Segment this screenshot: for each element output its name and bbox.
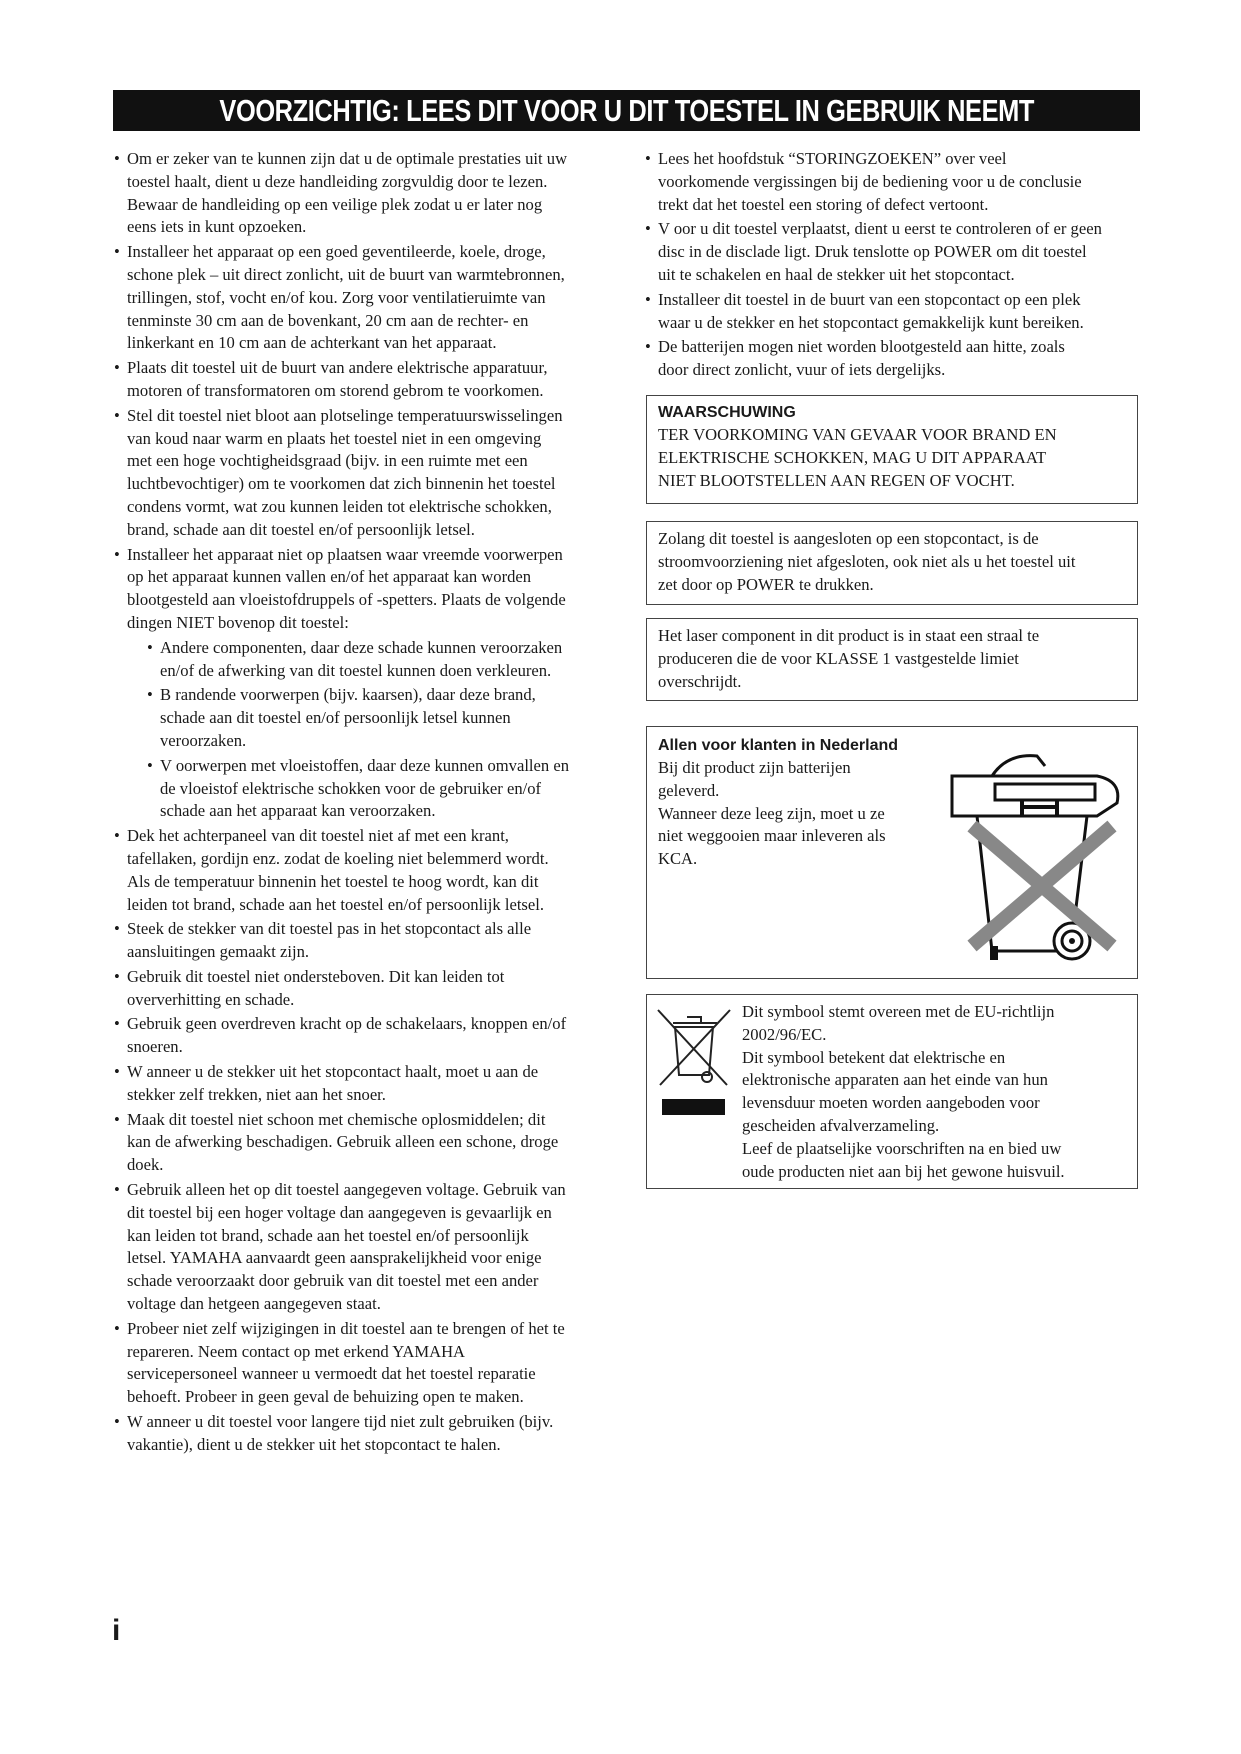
text-line: met een hoge vochtigheidsgraad (bijv. in een ruimte met een [127,451,528,471]
list-item [114,1179,624,1316]
laser-notice-text [658,625,1126,693]
text-line: gescheiden afvalverzameling. [742,1115,940,1135]
text-line: Dek het achterpaneel van dit toestel niet af met een krant, [127,826,509,846]
power-notice-text [658,528,1126,596]
text-line: schade veroorzaakt door gebruik van dit toestel met een ander [127,1271,539,1291]
bullet-icon: • [114,1318,120,1338]
text-line: dingen NIET bovenop dit toestel: [127,612,349,632]
warning-heading: WAARSCHUWING [658,404,796,421]
text-line: Installeer het apparaat op een goed geventileerde, koele, droge, [127,242,546,262]
weee-notice-box [646,994,1138,1189]
text-line: Dit symbool betekent dat elektrische en [742,1047,1006,1067]
text-line: Lees het hoofdstuk “STORINGZOEKEN” over veel [658,149,1007,168]
text-line: trillingen, stof, vocht en/of kou. Zorg voor ventilatieruimte van [127,287,546,307]
bullet-icon: • [114,966,120,986]
bullet-icon: • [147,637,153,657]
text-line: kan leiden tot brand, schade aan het toestel en/of persoonlijk [127,1225,529,1245]
text-line: Wanneer deze leeg zijn, moet u ze [658,803,885,823]
weee-notice-text [742,1001,1126,1183]
bullet-icon: • [114,826,120,846]
sub-list-item [147,755,624,823]
bullet-icon: • [114,544,120,564]
text-line: schade aan het apparaat kan veroorzaken. [160,801,436,821]
list-item [114,1109,624,1177]
text-line: Bewaar de handleiding op een veilige plek zodat u er later nog [127,194,543,214]
text-line: stekker zelf trekken, niet aan het snoer. [127,1084,386,1104]
bullet-icon: • [645,219,651,239]
text-line: doek. [127,1155,164,1175]
text-line: door direct zonlicht, vuur of iets dergelijks. [658,360,946,380]
text-line: op het apparaat kunnen vallen en/of het apparaat kan worden [127,567,532,587]
text-line: Installeer dit toestel in de buurt van een stopcontact op een plek [658,289,1081,309]
bullet-icon: • [114,405,120,425]
warning-box [646,395,1138,504]
text-line: aansluitingen gemaakt zijn. [127,942,310,962]
sub-list-item [147,684,624,752]
text-line: Installeer het apparaat niet op plaatsen waar vreemde voorwerpen [127,544,563,564]
list-item [114,405,624,542]
text-line: en/of de afwerking van dit toestel kunnen doen verkleuren. [160,660,552,680]
sub-list-item [147,637,624,683]
text-line: vakantie), dient u de stekker uit het stopcontact te halen. [127,1434,501,1454]
text-line: Probeer niet zelf wijzigingen in dit toestel aan te brengen of het te [127,1318,565,1338]
text-line: letsel. YAMAHA aanvaardt geen aansprakelijkheid voor enige [127,1248,542,1268]
list-item [114,357,624,403]
text-line: voorkomende vergissingen bij de bediening voor u de conclusie [658,171,1082,191]
bullet-icon: • [645,337,651,357]
text-line: Plaats dit toestel uit de buurt van andere elektrische apparatuur, [127,358,548,378]
text-line: V oor u dit toestel verplaatst, dient u eerst te controleren of er geen [658,219,1102,239]
text-line: blootgesteld aan vloeistofdruppels of -spetters. Plaats de volgende [127,590,566,610]
text-line: snoeren. [127,1037,183,1057]
bullet-icon: • [114,242,120,262]
text-line: van koud naar warm en plaats het toestel niet in een omgeving [127,428,542,448]
text-line: Steek de stekker van dit toestel pas in het stopcontact als alle [127,919,532,939]
text-line: stroomvoorziening niet afgesloten, ook niet als u het toestel uit [658,551,1076,571]
text-line: linkerkant en 10 cm aan de achterkant van het apparaat. [127,333,497,353]
text-line: Zolang dit toestel is aangesloten op een stopcontact, is de [658,529,1039,548]
text-line: ELEKTRISCHE SCHOKKEN, MAG U DIT APPARAAT [658,447,1047,467]
list-item [114,241,624,355]
text-line: B randende voorwerpen (bijv. kaarsen), daar deze brand, [160,685,536,705]
list-item [645,336,1145,382]
text-line: schade aan dit toestel en/of persoonlijk letsel kunnen [160,708,511,728]
text-line: elektronische apparaten aan het einde van hun [742,1070,1048,1090]
text-line: De batterijen mogen niet worden blootgesteld aan hitte, zoals [658,337,1065,357]
page-title: VOORZICHTIG: LEES DIT VOOR U DIT TOESTEL IN GEBRUIK NEEMT [219,93,1034,128]
text-line: de vloeistof elektrische schokken voor de gebruiker en/of [160,778,542,798]
battery-notice-box [646,726,1138,979]
bullet-icon: • [147,755,153,775]
text-line: niet weggooien maar inleveren als [658,826,886,846]
text-line: Maak dit toestel niet schoon met chemische oplosmiddelen; dit [127,1109,546,1129]
text-line: voltage dan hetgeen aangegeven staat. [127,1294,381,1314]
bullet-icon: • [114,1109,120,1129]
text-line: W anneer u dit toestel voor langere tijd niet zult gebruiken (bijv. [127,1412,554,1432]
text-line: geleverd. [658,780,720,800]
list-item [645,148,1145,216]
bullet-icon: • [114,919,120,939]
text-line: motoren of transformatoren om storend gebrom te voorkomen. [127,380,544,400]
text-line: luchtbevochtiger) om te voorkomen dat zich binnenin het toestel [127,474,556,494]
text-line: trekt dat het toestel een storing of defect vertoont. [658,194,989,214]
bullet-icon: • [114,1014,120,1034]
text-line: Als de temperatuur binnenin het toestel te hoog wordt, kan dit [127,871,539,891]
text-line: waar u de stekker en het stopcontact gemakkelijk kunt bereiken. [658,312,1084,332]
left-column [114,148,624,1459]
power-notice-box [646,521,1138,605]
page-title-banner [113,90,1140,131]
text-line: repareren. Neem contact op met erkend YAMAHA [127,1341,466,1361]
text-line: eens iets in kunt opzoeken. [127,217,307,237]
bullet-icon: • [114,358,120,378]
text-line: Dit symbool stemt overeen met de EU-richtlijn [742,1002,1055,1021]
text-line: dit toestel bij een hoger voltage dan aangegeven is gevaarlijk en [127,1202,552,1222]
text-line: Bij dit product zijn batterijen [658,758,851,777]
list-item [114,1061,624,1107]
bullet-icon: • [645,289,651,309]
text-line: Andere componenten, daar deze schade kunnen veroorzaken [160,637,563,657]
text-line: kan de afwerking beschadigen. Gebruik alleen een schone, droge [127,1132,559,1152]
battery-heading: Allen voor klanten in Nederland [658,737,899,754]
text-line: schone plek – uit direct zonlicht, uit de buurt van warmtebronnen, [127,264,565,284]
list-item [114,966,624,1012]
list-item [114,1013,624,1059]
laser-notice-box [646,618,1138,701]
text-line: levensduur moeten worden aangeboden voor [742,1093,1040,1113]
list-item [114,1411,624,1457]
text-line: V oorwerpen met vloeistoffen, daar deze kunnen omvallen en [160,755,570,775]
bullet-icon: • [645,149,651,168]
list-item [114,825,624,916]
text-line: NIET BLOOTSTELLEN AAN REGEN OF VOCHT. [658,470,1015,490]
text-line: Het laser component in dit product is in staat een straal te [658,626,1040,645]
crossed-out-bin-icon [947,741,1127,971]
weee-bin-icon [655,1007,735,1122]
warning-text [658,424,1126,492]
text-line: zet door op POWER te drukken. [658,574,874,594]
text-line: Stel dit toestel niet bloot aan plotselinge temperatuurswisselingen [127,405,563,425]
right-column [645,148,1145,384]
list-item [114,918,624,964]
page-number: i [112,1614,121,1647]
text-line: condens vormt, wat zou kunnen leiden tot elektrische schokken, [127,496,552,516]
text-line: behoeft. Probeer in geen geval de behuizing open te maken. [127,1387,524,1407]
text-line: tenminste 30 cm aan de bovenkant, 20 cm aan de rechter- en [127,310,529,330]
bullet-icon: • [147,685,153,705]
list-item [645,218,1145,286]
bullet-icon: • [114,1062,120,1082]
text-line: TER VOORKOMING VAN GEVAAR VOOR BRAND EN [658,425,1057,444]
text-line: Om er zeker van te kunnen zijn dat u de optimale prestaties uit uw [127,149,568,168]
text-line: tafellaken, gordijn enz. zodat de koeling niet belemmerd wordt. [127,848,549,868]
text-line: Gebruik alleen het op dit toestel aangegeven voltage. Gebruik van [127,1180,566,1200]
text-line: leiden tot brand, schade aan het toestel en/of persoonlijk letsel. [127,894,545,914]
text-line: servicepersoneel wanneer u vermoedt dat het toestel reparatie [127,1364,536,1384]
text-line: brand, schade aan dit toestel en/of persoonlijk letsel. [127,519,475,539]
list-item [645,289,1145,335]
list-item [114,148,624,239]
bullet-icon: • [114,149,120,168]
text-line: W anneer u de stekker uit het stopcontact haalt, moet u aan de [127,1062,539,1082]
bullet-icon: • [114,1412,120,1432]
text-line: overschrijdt. [658,671,742,691]
text-line: Leef de plaatselijke voorschriften na en bied uw [742,1138,1062,1158]
text-line: KCA. [658,849,698,869]
text-line: Gebruik dit toestel niet ondersteboven. Dit kan leiden tot [127,966,505,986]
text-line: disc in de disclade ligt. Druk tenslotte op POWER om dit toestel [658,242,1087,262]
text-line: uit te schakelen en haal de stekker uit het stopcontact. [658,264,1015,284]
text-line: 2002/96/EC. [742,1024,827,1044]
text-line: oververhitting en schade. [127,989,295,1009]
text-line: veroorzaken. [160,730,247,750]
text-line: Gebruik geen overdreven kracht op de schakelaars, knoppen en/of [127,1014,567,1034]
text-line: produceren die de voor KLASSE 1 vastgestelde limiet [658,648,1019,668]
list-item [114,544,624,635]
text-line: toestel haalt, dient u deze handleiding zorgvuldig door te lezen. [127,171,548,191]
list-item [114,1318,624,1409]
bullet-icon: • [114,1180,120,1200]
text-line: oude producten niet aan bij het gewone huisvuil. [742,1161,1065,1181]
